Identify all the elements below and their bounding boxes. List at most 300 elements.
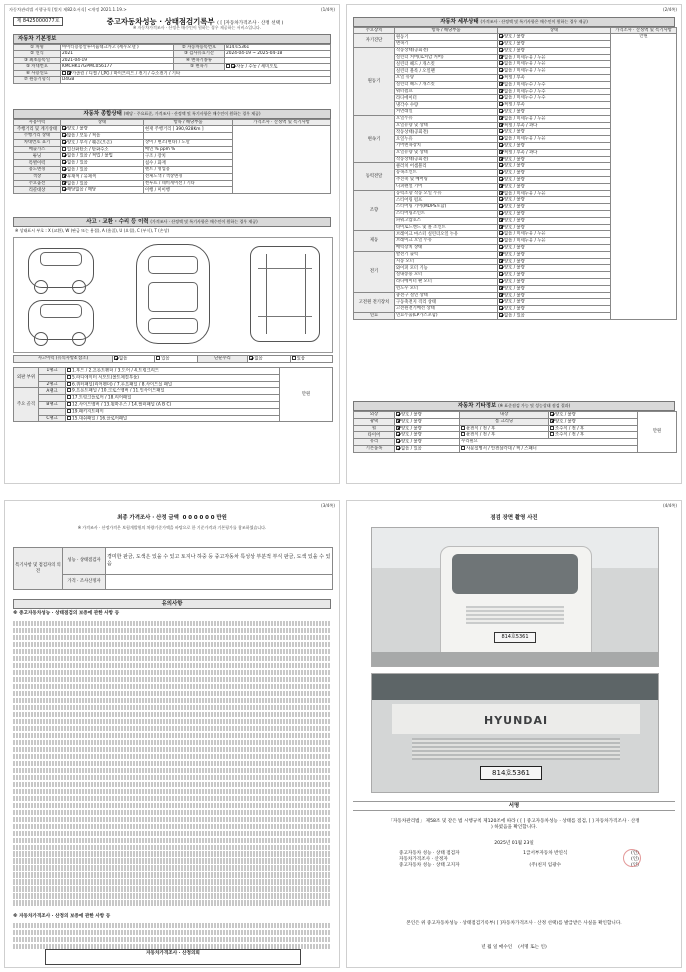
detail-item: 발전기 출력	[395, 251, 498, 258]
detail-state	[498, 306, 611, 313]
row-state	[395, 432, 460, 439]
license-plate: 814호5361	[480, 766, 542, 780]
basic-label: ② 자동차등록번호	[174, 45, 225, 51]
basic-value: 마이티용봉알루미늄대크카고 (세우모델 )	[61, 45, 174, 51]
notice-sub2: ※ 자동차가격조사 · 산정의 보증에 관한 사항 등	[13, 914, 111, 919]
checkbox[interactable]	[156, 356, 160, 360]
signer-sign: (인)	[630, 863, 639, 868]
detail-item: 오일누유	[395, 115, 498, 122]
checkbox[interactable]	[67, 375, 71, 379]
checkbox[interactable]	[499, 299, 503, 303]
checkbox[interactable]	[499, 143, 503, 147]
row-label: 휠	[354, 425, 395, 432]
row-detail: 전체도색 / 색상변경	[144, 173, 233, 180]
photo-title: 점검 장면 촬영 사진	[490, 515, 538, 521]
device-group: 조향	[354, 190, 395, 231]
checkbox[interactable]	[499, 129, 503, 133]
row-state	[395, 439, 460, 446]
detail-state	[498, 115, 611, 122]
signer-name: (주)친지 임광수	[529, 863, 562, 868]
checkbox[interactable]	[499, 109, 503, 113]
checkbox[interactable]	[62, 133, 66, 137]
checkbox[interactable]	[62, 167, 66, 171]
option-label: 없음	[119, 356, 128, 362]
checkbox[interactable]	[249, 356, 253, 360]
checkbox[interactable]	[292, 356, 296, 360]
notice-text-block	[13, 621, 331, 907]
checkbox[interactable]	[499, 136, 503, 140]
frame-rails-icon	[266, 254, 306, 334]
col-header: 상태	[61, 120, 144, 126]
detail-item: 라디에이터	[395, 95, 498, 102]
detail-state-text: 양호 / 불량	[504, 218, 525, 224]
col-header: 항목 / 해당부품	[395, 28, 498, 34]
checkbox[interactable]	[499, 211, 503, 215]
detail-state	[498, 81, 611, 88]
detail-state	[498, 224, 611, 231]
checkbox[interactable]	[499, 102, 503, 106]
final-price-value: 0 0 0 0 0 0 만원	[182, 515, 227, 521]
state-text: 양호 / 불량	[401, 439, 422, 445]
basic-label: ② 연식	[14, 51, 61, 57]
detail-item: 라디에이터 팬 모터	[395, 278, 498, 285]
detail-state	[498, 41, 611, 48]
detail-state-text: 양호 / 불량	[504, 252, 525, 258]
checkbox[interactable]	[499, 272, 503, 276]
confirm-row	[347, 945, 681, 951]
row-state-text: 없음 / 있음	[67, 181, 88, 187]
basic-label: ⑦ 원동기형식	[14, 77, 61, 83]
other-price: 만원	[638, 412, 677, 453]
basic-info-block	[13, 34, 331, 84]
brand-logo: HYUNDAI	[484, 714, 549, 727]
detail-state-text: 양호 / 불량	[504, 259, 525, 265]
detail-state-text: 양호 / 불량	[504, 109, 525, 115]
row-side	[549, 432, 638, 439]
checkbox[interactable]	[499, 218, 503, 222]
detail-item: 스티어링조인트	[395, 211, 498, 218]
pricing-request-title: 자동차가격조사 · 산정의뢰	[146, 951, 200, 956]
checkbox[interactable]	[114, 356, 118, 360]
detail-state-text: 양호 / 불량	[504, 157, 525, 163]
row-label: 색상	[14, 173, 61, 180]
detail-state-text: 양호 / 불량	[504, 272, 525, 278]
checkbox[interactable]	[67, 388, 71, 392]
checkbox[interactable]	[499, 191, 503, 195]
cross-member-icon	[258, 268, 312, 269]
detail-state	[498, 285, 611, 292]
detail-state	[498, 265, 611, 272]
checkbox[interactable]	[499, 170, 503, 174]
pricing-request-box	[45, 949, 301, 965]
detail-state	[498, 129, 611, 136]
detail-state-text: 없음 / 미세누유 / 누유	[504, 136, 546, 142]
row-detail: 침수 / 화재	[144, 160, 233, 167]
detail-state	[498, 143, 611, 150]
detail-state	[498, 245, 611, 252]
row-state	[549, 412, 638, 419]
checkbox[interactable]	[226, 64, 230, 68]
checkbox[interactable]	[550, 426, 554, 430]
detail-state	[498, 197, 611, 204]
row-state	[61, 139, 144, 146]
row-label: 기본품목	[354, 445, 395, 452]
basic-info-section: 자동차 기본정보	[13, 34, 331, 44]
page-number: (4/4쪽)	[662, 503, 677, 508]
detail-state-text: 없음 / 미세누유 / 누유	[504, 68, 546, 74]
accident-section	[13, 217, 331, 227]
detail-item: 추진축 및 베어링	[395, 177, 498, 184]
rank-label	[39, 408, 66, 415]
device-group: 원동기	[354, 47, 395, 115]
checkbox[interactable]	[499, 265, 503, 269]
accident-none	[113, 356, 155, 363]
checkbox[interactable]	[62, 126, 66, 130]
wheel-icon	[34, 332, 48, 346]
checkbox[interactable]	[499, 34, 503, 38]
checkbox[interactable]	[499, 204, 503, 208]
checkbox[interactable]	[550, 432, 554, 436]
rank-label	[39, 374, 66, 381]
page-1-header	[9, 7, 335, 13]
detail-item: 고전원전기배선 상태	[395, 306, 498, 313]
row-state-text: 무채색 / 유채색	[67, 174, 97, 180]
detail-item: 와이퍼 모터 기능	[395, 265, 498, 272]
detail-state-text: 양호 / 불량	[504, 170, 525, 176]
detail-item: 타이로드엔드 및 볼 조인트	[395, 224, 498, 231]
detail-state-text: 없음 / 미세누수 / 누수	[504, 89, 546, 95]
checkbox[interactable]	[396, 419, 400, 423]
checkbox[interactable]	[499, 48, 503, 52]
checkbox[interactable]	[499, 123, 503, 127]
detail-item: 작동상태(공회전)	[395, 47, 498, 54]
page-number: (1/4쪽)	[320, 7, 335, 12]
row-state	[61, 160, 144, 167]
summary-section	[13, 109, 331, 119]
checkbox[interactable]	[550, 412, 554, 416]
detail-state-text: 없음 / 있음	[504, 313, 525, 319]
basic-label: ① 차명	[14, 45, 61, 51]
col-header: 상태	[498, 28, 611, 34]
checkbox[interactable]	[499, 177, 503, 181]
basic-label: ③ 검사유효기간	[174, 51, 225, 57]
checkbox[interactable]	[396, 439, 400, 443]
checkbox[interactable]	[67, 402, 71, 406]
checkbox[interactable]	[499, 157, 503, 161]
grille-icon	[466, 606, 564, 624]
checkbox[interactable]	[499, 238, 503, 242]
detail-price: 만원	[611, 34, 677, 319]
detail-state	[498, 238, 611, 245]
detail-state-text: 양호 / 불량	[504, 299, 525, 305]
detail-state-text: 양호 / 불량	[504, 184, 525, 190]
row-label: 광택	[354, 418, 395, 425]
checkbox[interactable]	[550, 419, 554, 423]
checkbox[interactable]	[62, 153, 66, 157]
detail-row	[354, 34, 677, 41]
checkbox[interactable]	[499, 82, 503, 86]
detail-item: 스티어링 펌프	[395, 197, 498, 204]
detail-state	[498, 122, 611, 129]
col-header: 가격조사 · 산정액 및 특기사항	[233, 120, 331, 126]
detail-state-text: 적정 / 부족	[504, 102, 525, 108]
notice-sub1: ※ 중고자동차성능 · 상태점검의 보증에 관한 사항 등	[13, 611, 120, 616]
detail-state	[498, 34, 611, 41]
detail-state	[498, 251, 611, 258]
final-price-label: 최종 가격조사 · 산정 금액	[117, 515, 179, 521]
detail-item: 연료누출(LP가스포함)	[395, 312, 498, 319]
checkbox[interactable]	[499, 197, 503, 201]
row-detail: 구조 / 장치	[144, 153, 233, 160]
basic-value: 자동 / 수동 / 세미오토	[236, 64, 278, 70]
signer-sign: (인)	[630, 857, 639, 862]
checkbox[interactable]	[62, 160, 66, 164]
inspector-opinion: 경미한 판금, 도색은 있을 수 있고 토지나 하중 등 중고자동차 특성상 부분적 부식 판금, 도색 있을 수 있음	[106, 548, 333, 575]
checkbox[interactable]	[67, 409, 71, 413]
row-state	[61, 133, 144, 140]
license-plate: 814호5361	[494, 632, 536, 643]
detail-item: 브레이크 오일 누유	[395, 238, 498, 245]
document-number: 제 8425000077호	[13, 17, 63, 26]
wheel-icon	[72, 280, 86, 294]
detail-state	[498, 54, 611, 61]
row-label: 주행거리 및 계기상태	[14, 126, 61, 133]
checkbox[interactable]	[499, 184, 503, 188]
state-text: 없음 / 있음	[401, 446, 422, 452]
rank-table	[13, 367, 333, 422]
row-label: 유리	[354, 439, 395, 446]
confirm-date: 년 월 일 매수인	[481, 945, 513, 950]
checkbox[interactable]	[499, 61, 503, 65]
car-window-icon	[40, 304, 82, 318]
basic-value: 2024-04-19 ~ 2025-04-18	[225, 51, 331, 57]
seal-stamp-icon	[623, 849, 641, 867]
detail-state	[498, 231, 611, 238]
checkbox[interactable]	[396, 432, 400, 436]
checkbox[interactable]	[499, 75, 503, 79]
detail-state-text: 없음 / 미세누유 / 누유	[504, 191, 546, 197]
basic-label: ⑤ 차대번호	[14, 63, 61, 70]
checkbox[interactable]	[499, 150, 503, 154]
detail-state-text: 양호 / 불량	[504, 245, 525, 251]
checkbox[interactable]	[62, 181, 66, 185]
detail-state-text: 적정 / 부족 / 과다	[504, 123, 538, 129]
checkbox[interactable]	[461, 432, 465, 436]
basic-info-table	[13, 44, 331, 84]
form-title-option: ( [ ]자동차가격조사 · 산정 선택 )	[217, 21, 284, 26]
row-state-text: 없음 / 있음	[67, 167, 88, 173]
final-price-row	[13, 515, 331, 522]
rank-items-text: 1.후드 / 2.프론트펜더 / 3.도어 / 4.트렁크리드	[72, 368, 160, 374]
rank-items	[66, 388, 280, 395]
detail-item: 원동기	[395, 34, 498, 41]
checkbox[interactable]	[67, 382, 71, 386]
checkbox[interactable]	[62, 147, 66, 151]
checkbox[interactable]	[499, 55, 503, 59]
detail-state-text: 양호 / 불량	[504, 211, 525, 217]
col-header: 항목 / 해당부품	[144, 120, 233, 126]
checkbox[interactable]	[499, 293, 503, 297]
detail-state-text: 양호 / 불량	[504, 286, 525, 292]
detail-state	[498, 272, 611, 279]
checkbox[interactable]	[62, 174, 66, 178]
rank-label: A랭크	[39, 388, 66, 395]
accident-label: 사고이력 (유의사항4 참조)	[14, 356, 113, 363]
row-state	[61, 153, 144, 160]
checkbox[interactable]	[231, 64, 235, 68]
pricer-label: 가격 · 조사산정자	[63, 575, 106, 590]
wheel-icon	[72, 332, 86, 346]
checkbox[interactable]	[62, 71, 66, 75]
checkbox[interactable]	[499, 116, 503, 120]
detail-item: 실린더 블록 / 오일팬	[395, 68, 498, 75]
rank-label: 2랭크	[39, 381, 66, 388]
detail-item: 오일유량 및 상태	[395, 149, 498, 156]
detail-item: 실린더 헤드 / 개스킷	[395, 81, 498, 88]
status-legend: ※ 상태표시 부호 : X (교환), W (판금 또는 용접), A (흠집), U (요철), C (부식), T (손상)	[15, 228, 170, 233]
checkbox[interactable]	[461, 426, 465, 430]
wheel-icon	[34, 280, 48, 294]
accident-note: (가격조사 · 산정액 및 특기사항은 매수인이 원하는 경우 제공)	[150, 219, 258, 224]
detail-state-text: 양호 / 불량	[504, 41, 525, 47]
row-label: 용도변경	[14, 167, 61, 174]
checkbox[interactable]	[396, 412, 400, 416]
roof-icon	[148, 282, 198, 312]
checkbox[interactable]	[62, 140, 66, 144]
rank-items	[66, 368, 280, 375]
state-text: 조수석 / 전 / 후	[555, 432, 585, 438]
detail-item: 기어변속장치	[395, 143, 498, 150]
detail-state-text: 양호 / 불량	[504, 306, 525, 312]
checkbox[interactable]	[396, 426, 400, 430]
accident-history-row	[13, 355, 333, 363]
state-text: 양호 / 불량	[401, 426, 422, 432]
detail-state-text: 없음 / 미세누수 / 누수	[504, 95, 546, 101]
detail-item: 등속조인트	[395, 170, 498, 177]
row-state	[61, 146, 144, 153]
checkbox[interactable]	[499, 95, 503, 99]
detail-item: 실린더 헤드 / 개스킷	[395, 61, 498, 68]
checkbox[interactable]	[499, 163, 503, 167]
checkbox[interactable]	[499, 279, 503, 283]
checkbox[interactable]	[396, 446, 400, 450]
detail-item: 변속기	[395, 41, 498, 48]
rank-items-text: 19.패키지트레이	[72, 409, 104, 415]
rank-items-text: 9.프론트패널 / 10.크로스멤버 / 11.인사이드패널	[72, 388, 165, 394]
repair-none	[248, 356, 290, 363]
checkbox[interactable]	[499, 89, 503, 93]
frame-label: 주요 골격	[14, 388, 39, 422]
detail-state-text: 양호 / 불량	[504, 293, 525, 299]
detail-section	[353, 17, 675, 27]
checkbox[interactable]	[499, 286, 503, 290]
rank-items-text: 15.대쉬패널 / 16.플로어패널	[72, 416, 128, 422]
grille-icon	[412, 738, 620, 760]
page-number: (3/4쪽)	[320, 503, 335, 508]
detail-item: 오일누유	[395, 136, 498, 143]
basic-label: ⑥ 사용연료	[14, 70, 61, 77]
option-label: 있음	[296, 356, 305, 362]
row-state	[61, 180, 144, 187]
detail-item: 작동상태(공회전)	[395, 156, 498, 163]
pricer-opinion	[106, 575, 333, 590]
accident-title: 사고 · 교환 · 수리 등 이력	[86, 219, 149, 225]
rank-label	[39, 395, 66, 402]
confirm-sign: (서명 또는 인)	[518, 945, 547, 950]
checkbox[interactable]	[499, 306, 503, 310]
checkbox[interactable]	[461, 446, 465, 450]
device-group: 자기진단	[354, 34, 395, 48]
page-1	[4, 4, 340, 484]
detail-state	[498, 177, 611, 184]
signer-label: 중고자동차 성능 · 상태 점검자	[399, 851, 460, 856]
rank-label: 1랭크	[39, 368, 66, 375]
row-label: 주행거리 상태	[14, 133, 61, 140]
detail-state-text: 없음 / 미세누유 / 누유	[504, 55, 546, 61]
checkbox[interactable]	[67, 416, 71, 420]
device-group: 변속기	[354, 115, 395, 163]
basic-value: 2021	[61, 51, 174, 57]
rank-items	[66, 395, 280, 402]
detail-title: 자동차 세부상태	[440, 19, 479, 25]
state-text: 양호 / 불량	[555, 419, 576, 425]
detail-state	[498, 204, 611, 211]
detail-state-text: 적정 / 부족 / 과다	[504, 150, 538, 156]
row-label: 룸 크리닝	[460, 418, 549, 425]
detail-state	[498, 312, 611, 319]
detail-item: 구동축전지 격리 상태	[395, 299, 498, 306]
detail-state	[498, 278, 611, 285]
special-label: 특기사항 및 점검자의 의견	[14, 548, 63, 590]
checkbox[interactable]	[499, 313, 503, 317]
checkbox[interactable]	[67, 71, 71, 75]
checkbox[interactable]	[499, 68, 503, 72]
rank-items	[66, 415, 280, 422]
checkbox[interactable]	[499, 252, 503, 256]
state-text: 사용설명서 / 안전삼각대 / 잭 / 스패너	[466, 446, 537, 452]
device-group: 전기	[354, 251, 395, 292]
detail-item: 커먼레일	[395, 109, 498, 116]
detail-item: 시동 모터	[395, 258, 498, 265]
detail-state-text: 양호 / 불량	[504, 48, 525, 54]
checkbox[interactable]	[499, 245, 503, 249]
row-state-text: 일산화탄소 / 탄화수소	[67, 147, 109, 153]
inspector-label: 성능 · 상태점검자	[63, 548, 106, 575]
rank-label: B랭크	[39, 401, 66, 408]
row-items	[460, 445, 638, 452]
checkbox[interactable]	[499, 225, 503, 229]
checkbox[interactable]	[67, 368, 71, 372]
detail-item: 파워고압호스	[395, 217, 498, 224]
checkbox[interactable]	[499, 41, 503, 45]
row-label: 특별이력	[14, 160, 61, 167]
checkbox[interactable]	[62, 187, 66, 191]
checkbox[interactable]	[67, 395, 71, 399]
windshield-area	[372, 674, 658, 700]
checkbox[interactable]	[499, 259, 503, 263]
checkbox[interactable]	[499, 231, 503, 235]
detail-state-text: 양호 / 불량	[504, 204, 525, 210]
row-label: 차대번호 표기	[14, 139, 61, 146]
detail-state	[498, 156, 611, 163]
opinion-table	[13, 547, 333, 590]
row-detail: 현재 주행거리 [ 390,928Km ]	[144, 126, 233, 133]
option-label: 없음	[254, 356, 263, 362]
form-notice: ※ 자동차가격조사 · 산정은 매수인이 원하는 경우 제공하는 서비스입니다.	[132, 25, 262, 30]
detail-state-text: 양호 / 불량	[504, 163, 525, 169]
page-3	[4, 500, 340, 968]
row-state	[61, 187, 144, 194]
